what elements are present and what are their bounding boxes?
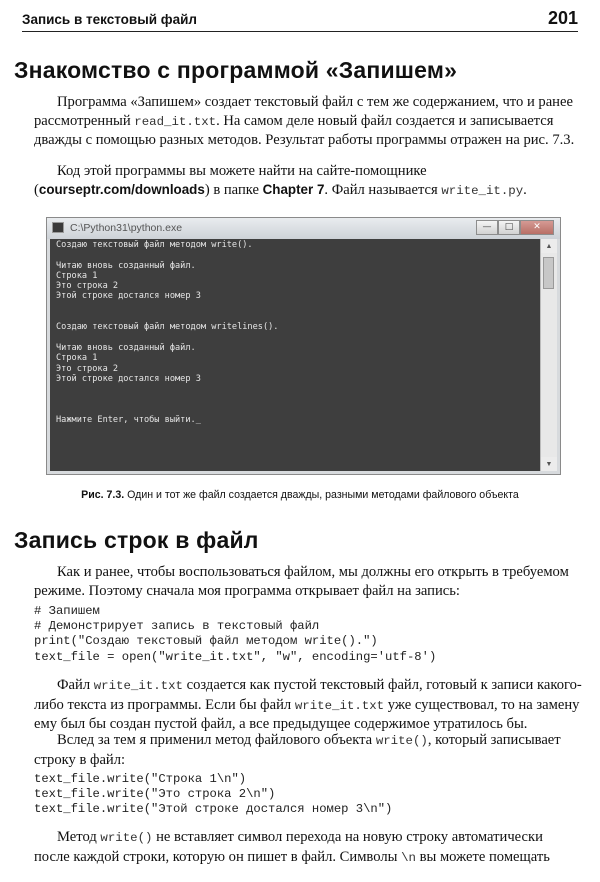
text: ) в папке xyxy=(204,181,263,198)
page-number: 201 xyxy=(547,8,578,28)
text: Код этой программы вы можете найти на сайте-помощнике ( xyxy=(34,163,427,198)
paragraph-open-file: Как и ранее, чтобы воспользоваться файлом, мы должны его открыть в требуемом режиме. Поэтому сначала моя программа открывает файл на запись: xyxy=(34,564,569,599)
text: создается как пустой текстовый файл, готовый к записи какого-либо текста из программы. Если бы файл xyxy=(34,677,582,713)
scroll-up-icon[interactable]: ▲ xyxy=(541,239,557,253)
maximize-button[interactable]: □ xyxy=(498,220,520,235)
inline-code: write_it.txt xyxy=(294,698,385,713)
console-icon xyxy=(52,222,64,233)
console-output xyxy=(50,239,541,471)
inline-code: write() xyxy=(100,831,153,845)
close-button[interactable]: ✕ xyxy=(520,220,554,235)
console-lines: Создаю текстовый файл методом write(). Читаю вновь созданный файл. Строка 1 Это строка 2 Этой строке достался номер 3 Создаю текстовый файл методом writelines(). Читаю вновь созданный файл. Строка 1 Это строка 2 Этой строке достался номер 3 Нажмите Enter, чтобы выйти._ xyxy=(56,240,279,426)
running-title: Запись в текстовый файл xyxy=(22,12,197,27)
code-block-write: text_file.write("Строка 1\n") text_file.write("Это строка 2\n") text_file.write("Этой строке достался номер 3\n") xyxy=(34,772,393,817)
inline-code: \n xyxy=(401,850,416,865)
scrollbar-thumb[interactable] xyxy=(543,257,554,289)
minimize-button[interactable]: — xyxy=(476,220,498,235)
text: Программа «Запишем» создает текстовый файл с тем же содержанием, что и ранее рассмотренный xyxy=(34,94,573,129)
folder-name: Chapter 7 xyxy=(262,181,325,197)
section-heading-write-lines: Запись строк в файл xyxy=(14,527,259,553)
running-head xyxy=(22,8,578,32)
text: уже существовал, то на замену ему был бы создан пустой файл, а все предыдущее содержимое утратилось бы. xyxy=(34,696,580,732)
text: Метод xyxy=(57,829,101,845)
inline-code: write_it.txt xyxy=(93,679,183,693)
code-block-open: # Запишем # Демонстрирует запись в текстовый файл print("Создаю текстовый файл методом write().") text_file = open("write_it.txt", "w", encoding='utf-8') xyxy=(34,604,437,664)
window-titlebar xyxy=(47,218,560,239)
text: Вслед за тем я применил метод файлового объекта xyxy=(57,732,376,748)
download-link[interactable]: courseptr.com/downloads xyxy=(38,181,205,197)
console-window-figure xyxy=(46,217,561,475)
paragraph-write-method xyxy=(34,731,582,769)
text: . xyxy=(523,181,527,198)
paragraph-intro xyxy=(34,93,582,150)
text: , который записывает строку в файл: xyxy=(34,732,561,768)
text: Файл xyxy=(57,677,94,693)
window-controls xyxy=(476,220,554,236)
text: вы можете помещать xyxy=(415,848,550,865)
paragraph-newline xyxy=(34,828,582,867)
paragraph-download xyxy=(34,162,582,200)
figure-caption xyxy=(0,489,600,501)
scroll-down-icon[interactable]: ▼ xyxy=(541,457,557,471)
inline-code: write() xyxy=(375,734,428,748)
section-heading-intro: Знакомство с программой «Запишем» xyxy=(14,57,458,83)
caption-label: Рис. 7.3. xyxy=(81,489,125,501)
text: . На самом деле новый файл создается и записывается дважды с помощью разных методов. Результат работы программы отражен на рис. 7.3. xyxy=(34,112,575,148)
text: . Файл называется xyxy=(324,181,442,198)
inline-code: write_it.py xyxy=(441,183,524,198)
header-rule xyxy=(22,31,578,32)
paragraph-empty-file xyxy=(34,676,582,734)
inline-code: read_it.txt xyxy=(134,114,217,129)
window-title: C:\Python31\python.exe xyxy=(70,222,183,234)
caption-text: Один и тот же файл создается дважды, разными методами файлового объекта xyxy=(124,489,519,501)
text: не вставляет символ перехода на новую строку автоматически после каждой строки, которую он пишет в файл. Символы xyxy=(34,829,543,865)
console-scrollbar[interactable] xyxy=(540,239,557,471)
